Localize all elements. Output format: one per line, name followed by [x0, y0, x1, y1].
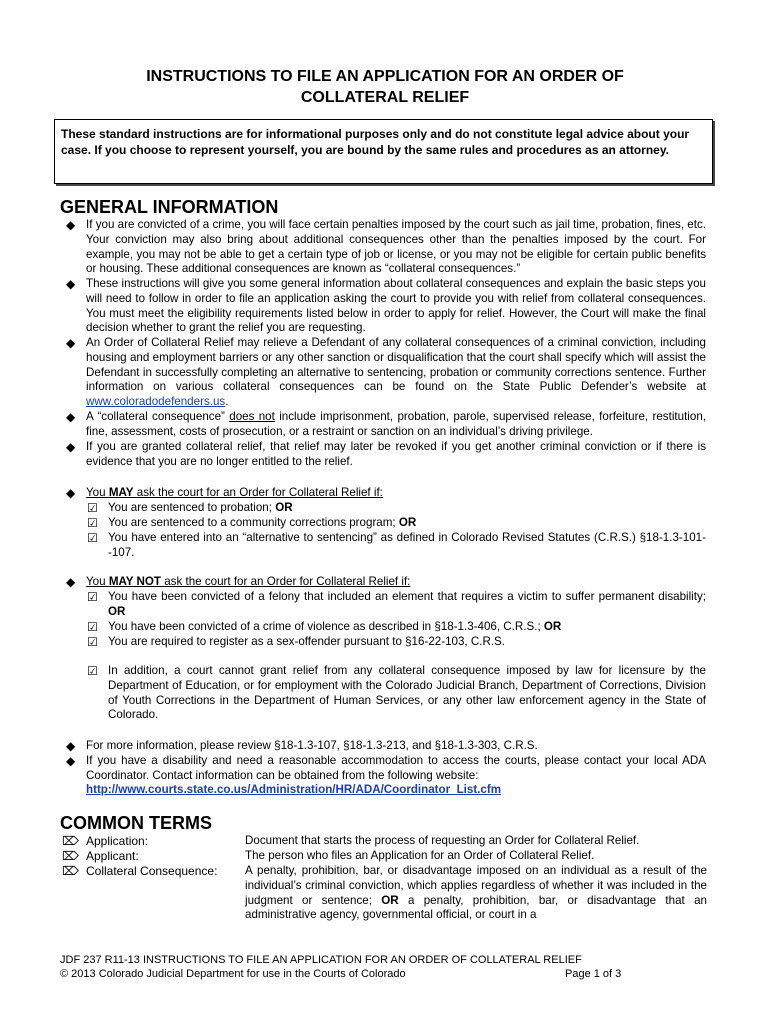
term-application: Application: [86, 834, 149, 848]
term-collateral-consequence-definition [245, 864, 707, 923]
general-bullet-2: These instructions will give you some general information about collateral consequences and explain the basic steps you will need to follow in order to file an application asking the court to provide you with relief from collateral consequences. You must meet the eligibility requirements listed below in order to apply for relief. However, the Court will make the final decision whether to grant the relief you are requesting. [86, 277, 706, 335]
may-pre: You [86, 486, 106, 499]
may-not-post: ask the court for an Order for Collateral Relief if: [164, 575, 411, 588]
term-bullet-icon: ⌦ [62, 849, 79, 863]
may-item-2-text: You are sentenced to a community corrections program; [108, 516, 396, 529]
title-line-1: INSTRUCTIONS TO FILE AN APPLICATION FOR AN ORDER OF [146, 68, 624, 85]
term-collateral-consequence: Collateral Consequence: [86, 864, 218, 878]
may-bold: MAY [108, 486, 134, 499]
more-info-bullet-2: If you have a disability and need a reasonable accommodation to access the courts, please contact your local ADA Coordinator. Contact information can be obtained from the following website: [86, 754, 706, 782]
diamond-bullet-icon: ◆ [66, 410, 76, 424]
term-bullet-icon: ⌦ [62, 834, 79, 848]
definition-or: OR [381, 893, 399, 907]
diamond-bullet-icon: ◆ [66, 277, 76, 291]
title-line-2: COLLATERAL RELIEF [300, 89, 470, 106]
ada-coordinator-link[interactable]: http://www.courts.state.co.us/Administration/HR/ADA/Coordinator_List.cfm [86, 783, 502, 796]
checkbox-checked-icon: ☑ [87, 664, 98, 678]
general-bullet-3-end: . [225, 395, 229, 409]
may-post: ask the court for an Order for Collateral Relief if: [136, 486, 383, 499]
diamond-bullet-icon: ◆ [66, 754, 76, 768]
may-item-1 [108, 501, 706, 516]
may-not-heading [86, 575, 706, 590]
term-application-definition: Document that starts the process of requesting an Order for Collateral Relief. [245, 834, 640, 847]
definition-part-a: A penalty, prohibition, bar, or disadvantage imposed on an individual as a result of the individual’s criminal conviction, which applies regardless of whether it was included in the judgment or sentence; [245, 864, 707, 907]
may-not-pre: You [86, 575, 106, 588]
diamond-bullet-icon: ◆ [66, 739, 76, 753]
general-bullet-1: If you are convicted of a crime, you will face certain penalties imposed by the court such as jail time, probation, fines, etc. Your conviction may also bring about additional consequences other than the penalties imposed by the court. For example, you may not be able to get a certain type of job or license, or you may not be eligible for certain public benefits or housing. These additional consequences are known as “collateral consequences.” [86, 218, 706, 276]
term-applicant-definition: The person who files an Application for an Order of Collateral Relief. [245, 849, 595, 862]
general-bullet-5: If you are granted collateral relief, that relief may later be revoked if you get another criminal conviction or if there is evidence that you are no longer entitled to the relief. [86, 440, 706, 468]
checkbox-checked-icon: ☑ [87, 590, 98, 604]
term-bullet-icon: ⌦ [62, 864, 79, 878]
diamond-bullet-icon: ◆ [66, 336, 76, 350]
may-not-item-1-or: OR [108, 604, 126, 618]
may-item-2-or: OR [398, 516, 417, 529]
definition-part-c: a penalty, prohibition, bar, or disadvantage that an administrative agency, governmental official, or court in a [245, 893, 707, 922]
more-info-bullet-1: For more information, please review §18-1.3-107, §18-1.3-213, and §18-1.3-303, C.R.S. [86, 739, 538, 752]
checkbox-checked-icon: ☑ [87, 501, 98, 515]
footer-copyright: © 2013 Colorado Judicial Department for use in the Courts of Colorado [60, 968, 406, 980]
may-item-1-text: You are sentenced to probation; [108, 501, 272, 514]
may-not-item-2 [108, 620, 706, 635]
public-defender-link[interactable]: www.coloradodefenders.us [86, 395, 226, 409]
general-bullet-3-text: An Order of Collateral Relief may relieve a Defendant of any collateral consequences of a criminal conviction, including housing and employment barriers or any other sanction or disqualification that the court shall specify which will assist the Defendant in successfully completing an alternative to sentencing, probation or community corrections sentence. Further information on various collateral consequences can be found on the State Public Defender’s website at [86, 336, 706, 394]
may-heading [86, 486, 706, 501]
may-item-1-or: OR [275, 501, 293, 514]
diamond-bullet-icon: ◆ [66, 218, 76, 232]
diamond-bullet-icon: ◆ [66, 575, 76, 589]
may-not-item-2-text: You have been convicted of a crime of violence as described in §18-1.3-406, C.R.S.; [108, 620, 541, 633]
may-not-item-4: In addition, a court cannot grant relief from any collateral consequence imposed by law for licensure by the Department of Education, or for employment with the Colorado Judicial Branch, Department of Corrections, Division of Youth Corrections in the Department of Human Services, or any other law enforcement agency in the State of Colorado. [108, 664, 706, 722]
general-information-heading: GENERAL INFORMATION [60, 197, 279, 217]
diamond-bullet-icon: ◆ [66, 440, 76, 454]
disclaimer-box: These standard instructions are for informational purposes only and do not constitute legal advice about your case. If you choose to represent yourself, you are bound by the same rules and procedures as an attorney. [54, 119, 713, 184]
checkbox-checked-icon: ☑ [87, 516, 98, 530]
may-not-bold: MAY NOT [108, 575, 161, 588]
diamond-bullet-icon: ◆ [66, 486, 76, 500]
page-title [60, 66, 710, 108]
common-terms-heading: COMMON TERMS [60, 813, 212, 833]
checkbox-checked-icon: ☑ [87, 620, 98, 634]
general-bullet-4-pre: A “collateral consequence” [86, 410, 225, 423]
may-not-item-3: You are required to register as a sex-offender pursuant to §16-22-103, C.R.S. [108, 635, 506, 648]
may-not-item-2-or: OR [543, 620, 562, 633]
general-bullet-4 [86, 410, 706, 440]
checkbox-checked-icon: ☑ [87, 531, 98, 545]
general-bullet-3 [86, 336, 706, 410]
page-number: Page 1 of 3 [565, 968, 622, 980]
may-not-item-1-text: You have been convicted of a felony that included an element that requires a victim to suffer permanent disability; [108, 590, 706, 603]
may-item-3: You have entered into an “alternative to sentencing” as defined in Colorado Revised Statutes (C.R.S.) §18-1.3-101--107. [108, 531, 706, 559]
checkbox-checked-icon: ☑ [87, 635, 98, 649]
general-bullet-4-post: include imprisonment, probation, parole, supervised release, forfeiture, restitution, fine, assessment, costs of prosecution, or a restraint or sanction on an individual’s driving privilege. [86, 410, 706, 438]
may-item-2 [108, 516, 706, 531]
general-bullet-4-emphasis: does not [229, 410, 275, 423]
term-applicant: Applicant: [86, 849, 139, 863]
ada-coordinator-link-line [86, 783, 706, 798]
form-footer-id: JDF 237 R11-13 INSTRUCTIONS TO FILE AN APPLICATION FOR AN ORDER OF COLLATERAL RELIEF [60, 954, 582, 966]
may-not-item-1 [108, 590, 706, 620]
